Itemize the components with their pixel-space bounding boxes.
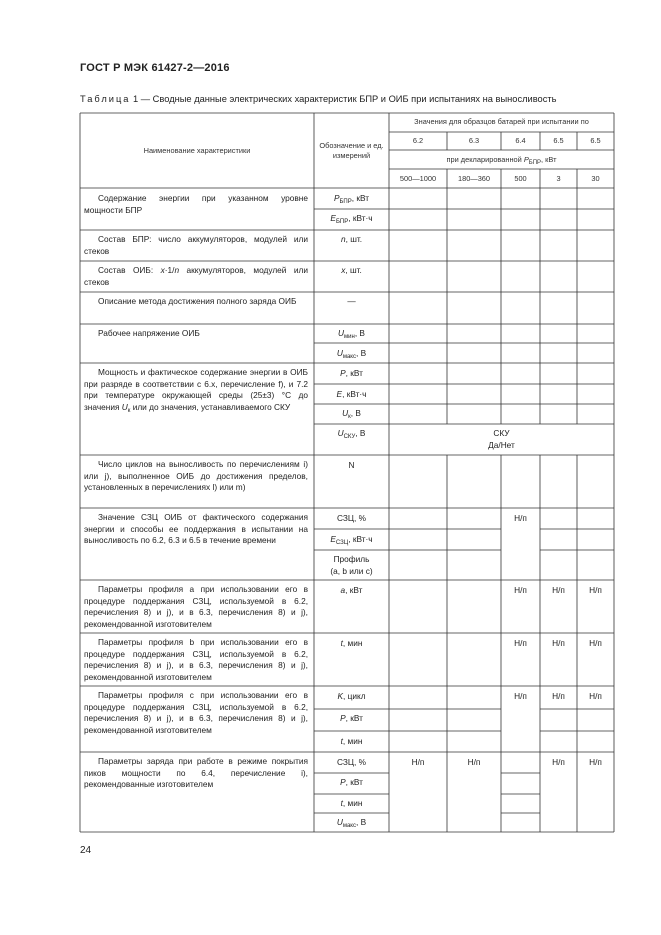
col-head-characteristic: Наименование характеристики [143,146,251,155]
designation-cell: СЗЦ, % [336,757,367,767]
np-value: Н/п [514,513,527,523]
power-value: 30 [591,174,600,183]
table-caption-text: — Сводные данные электрических характеристик БПР и ОИБ при испытаниях на выносливость [138,94,557,104]
characteristic-cell: Параметры заряда при работе в режиме покрытия пиков мощности по 6.4, перечисление i), рекомендованные изготовителем [84,756,308,789]
np-value: Н/п [514,638,527,648]
designation-cell: t, мин [340,736,363,746]
col-head-values: Значения для образцов батарей при испытании по [414,117,589,126]
designation-cell: E, кВт·ч [336,389,367,399]
characteristic-cell: Параметры профиля b при использовании его в процедуре поддержания СЗЦ, используемой в 6.2, перечисления 8) и j), и в 6.3, перечисления 8) и j), рекомендованной изготовителем [84,637,308,682]
np-value: Н/п [552,638,565,648]
designation-cell: $U_{макс}$, В [336,348,367,360]
characteristic-cell: Состав БПР: число аккумуляторов, модулей или стеков [84,234,308,256]
designation-cell: $U_{СКУ}$, В [337,428,366,440]
np-value: Н/п [552,585,565,595]
characteristic-cell: Содержание энергии при указанном уровне мощности БПР [84,193,308,215]
designation-cell: $U_{макс}$, В [336,817,367,829]
power-row-label [389,155,614,165]
designation-cell: $U_к$, В [342,408,361,420]
document-header: ГОСТ Р МЭК 61427-2—2016 [80,62,230,74]
clause-6-5-b: 6.5 [590,136,601,145]
designation-cell: СЗЦ, % [336,513,367,523]
clause-6-2: 6.2 [412,136,424,145]
designation-cell: $P_{БПР}$, кВт [333,193,370,205]
clause-6-5-a: 6.5 [553,136,564,145]
col-head-designation: Обозначение и ед. измерений [319,141,384,160]
np-value: Н/п [589,757,602,767]
power-row-sub: БПР [528,160,542,166]
designation-cell: t, мин [340,798,363,808]
np-value: Н/п [589,691,602,701]
designation-cell: P, кВт [340,368,363,378]
designation-cell: K, цикл [337,691,366,701]
table-caption-label: Таблица [80,94,131,104]
power-row-suffix: , кВт [541,155,557,164]
designation-cell: — [347,296,356,306]
clause-6-4: 6.4 [515,136,526,145]
np-value: Н/п [552,691,565,701]
designation-cell: t, мин [340,638,363,648]
power-value: 500 [514,174,527,183]
sku-value: СКУ Да/Нет [488,428,515,450]
characteristic-cell: Значение СЗЦ ОИБ от фактического содержания энергии и способы ее поддержания в испытании на выносливость по 6.2, 6.3 и 6.5 в течение времени [84,512,308,545]
designation-cell: $E_{БПР}$, кВт·ч [330,213,373,225]
characteristic-cell: Число циклов на выносливость по перечислениям i) или j), выполненное ОИБ до достижения пределов, установленных в перечислениях l) или m) [84,459,308,492]
designation-cell: Профиль (a, b или c) [330,554,373,576]
np-value: Н/п [467,757,481,767]
designation-cell: N [348,460,355,470]
characteristic-cell: Параметры профиля c при использовании его в процедуре поддержания СЗЦ, используемой в 6.2, перечисления 8) и j), и в 6.3, перечисления 8) и j), рекомендованной изготовителем [84,690,308,735]
np-value: Н/п [589,585,602,595]
characteristic-cell: Описание метода достижения полного заряда ОИБ [98,296,297,306]
designation-cell: $U_{мин}$, В [338,328,365,340]
np-value: Н/п [552,757,565,767]
characteristic-cell: Мощность и фактическое содержание энергии в ОИБ при разряде в соответствии с 6.х, перечисление f), и 7.2 при температуре окружающей среды (25±3) °С до значения $U_к$ или до значения, устанавливаемого СКУ [84,367,308,414]
designation-cell: n, шт. [340,234,363,244]
power-value: 500—1000 [399,174,437,183]
table-caption-number: 1 [133,94,139,104]
np-value: Н/п [589,638,602,648]
designation-cell: x, шт. [341,265,362,275]
designation-cell: P, кВт [340,777,363,787]
power-row-sym: P [523,155,529,164]
power-row-prefix: при декларированной [446,155,524,164]
characteristic-cell: Состав ОИБ: x·1/n аккумуляторов, модулей или стеков [84,265,308,287]
characteristic-cell: Рабочее напряжение ОИБ [98,328,200,338]
np-value: Н/п [514,585,527,595]
designation-cell: P, кВт [340,713,363,723]
np-value: Н/п [411,757,425,767]
designation-cell: $E_{СЗЦ}$, кВт·ч [330,534,373,546]
clause-6-3: 6.3 [468,136,480,145]
characteristic-cell: Параметры профиля a при использовании его в процедуре поддержания СЗЦ, используемой в 6.2, перечисления 8) и j), и в 6.3, перечисления 8) и j), рекомендованной изготовителем [84,584,308,629]
np-value: Н/п [514,691,527,701]
power-value: 3 [556,174,561,183]
power-value: 180—360 [457,174,491,183]
designation-cell: a, кВт [340,585,363,595]
page-number: 24 [80,845,92,856]
